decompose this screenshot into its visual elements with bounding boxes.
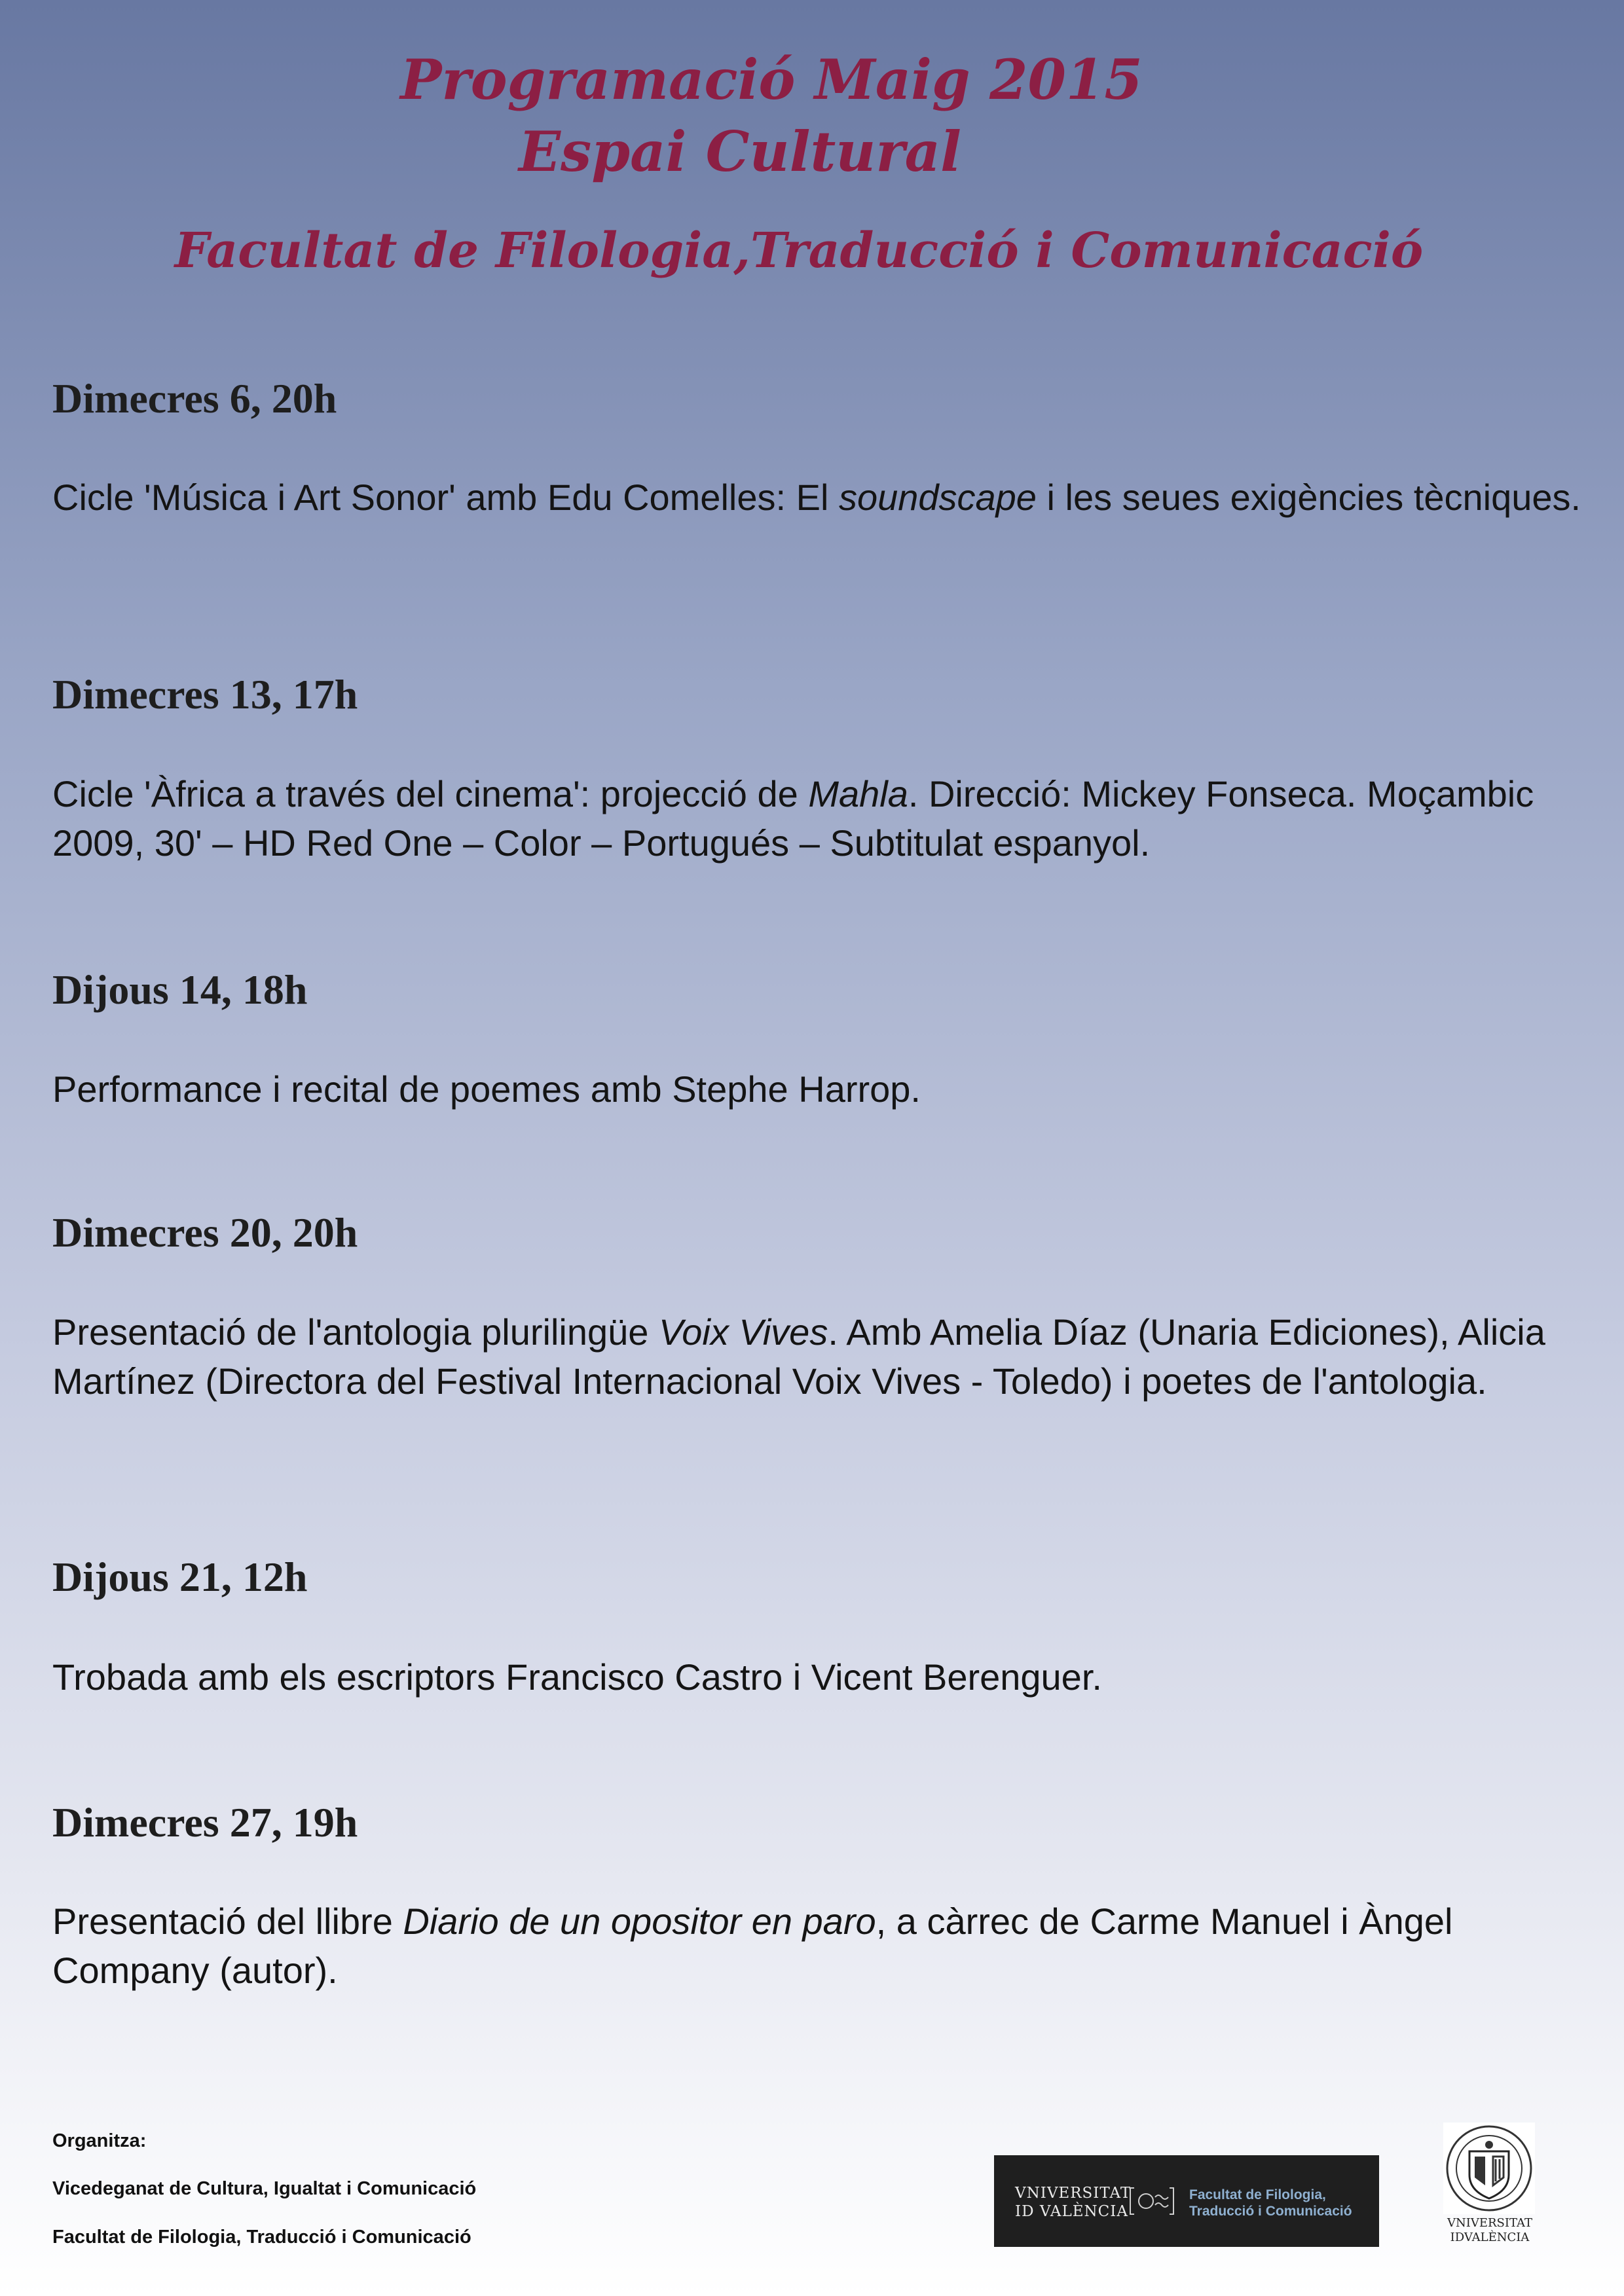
event-date: Dimecres 27, 19h xyxy=(52,1799,358,1846)
event-text: . Amb Amelia Díaz (Unaria Ediciones), Alicia Martínez (Directora del Festival Internacional Voix Vives - Toledo) i poetes de l'antologia. xyxy=(52,1311,1545,1402)
event-date: Dimecres 13, 17h xyxy=(52,671,358,718)
event-text: Cicle 'Àfrica a través del cinema': projecció de xyxy=(52,773,809,814)
event-text: Presentació de l'antologia plurilingüe xyxy=(52,1311,659,1353)
faculty-logo-faculty-text xyxy=(1189,2187,1352,2219)
event-description xyxy=(52,1307,1611,1406)
event-date: Dijous 14, 18h xyxy=(52,966,308,1013)
faculty-logo-univ-line2: ID VALÈNCIA xyxy=(1015,2203,1128,2220)
program-title: Programació Maig 2015 xyxy=(400,47,1143,112)
event-title-italic: Voix Vives xyxy=(658,1311,828,1353)
faculty-title: Facultat de Filologia,Traducció i Comunicació xyxy=(174,223,1424,279)
faculty-logo-fac-line1: Facultat de Filologia, xyxy=(1189,2187,1326,2202)
event-description xyxy=(52,1897,1611,1995)
organizer-vicedeanate: Vicedeganat de Cultura, Igualtat i Comunicació xyxy=(52,2178,477,2199)
organiza-label: Organitza: xyxy=(52,2130,147,2151)
event-date: Dimecres 20, 20h xyxy=(52,1209,358,1256)
event-description xyxy=(52,1065,1611,1114)
faculty-logo xyxy=(994,2155,1379,2247)
university-seal-text xyxy=(1441,2216,1539,2245)
event-description xyxy=(52,1652,1611,1702)
event-description xyxy=(52,473,1611,522)
event-title-italic: Diario de un opositor en paro xyxy=(403,1901,876,1942)
university-seal-logo xyxy=(1441,2123,1539,2247)
event-date: Dimecres 6, 20h xyxy=(52,375,337,422)
faculty-logo-fac-line2: Traducció i Comunicació xyxy=(1189,2204,1352,2219)
event-description xyxy=(52,769,1611,867)
event-text: Cicle 'Música i Art Sonor' amb Edu Comelles: El xyxy=(52,477,839,518)
program-subtitle: Espai Cultural xyxy=(519,119,961,184)
faculty-logo-university-text xyxy=(1015,2184,1131,2221)
university-seal-line2: IDVALÈNCIA xyxy=(1450,2231,1530,2244)
faculty-mark-icon xyxy=(1129,2184,1175,2218)
event-text: Trobada amb els escriptors Francisco Castro i Vicent Berenguer. xyxy=(52,1656,1102,1698)
event-title-italic: soundscape xyxy=(838,477,1037,518)
event-title-italic: Mahla xyxy=(808,773,908,814)
event-text: . Direcció: Mickey Fonseca. Moçambic 2009, 30' – HD Red One – Color – Portugués – Subtitulat espanyol. xyxy=(52,773,1534,864)
organizer-faculty: Facultat de Filologia, Traducció i Comunicació xyxy=(52,2227,471,2248)
event-text: , a càrrec de Carme Manuel i Àngel Company (autor). xyxy=(52,1901,1453,1991)
faculty-logo-univ-line1: VNIVERSITAT xyxy=(1015,2185,1132,2202)
event-text: i les seues exigències tècniques. xyxy=(1036,477,1581,518)
university-seal-icon xyxy=(1443,2123,1535,2214)
university-seal-line1: VNIVERSITAT xyxy=(1447,2216,1533,2230)
event-date: Dijous 21, 12h xyxy=(52,1554,308,1600)
event-text: Performance i recital de poemes amb Stephe Harrop. xyxy=(52,1068,921,1110)
event-text: Presentació del llibre xyxy=(52,1901,403,1942)
